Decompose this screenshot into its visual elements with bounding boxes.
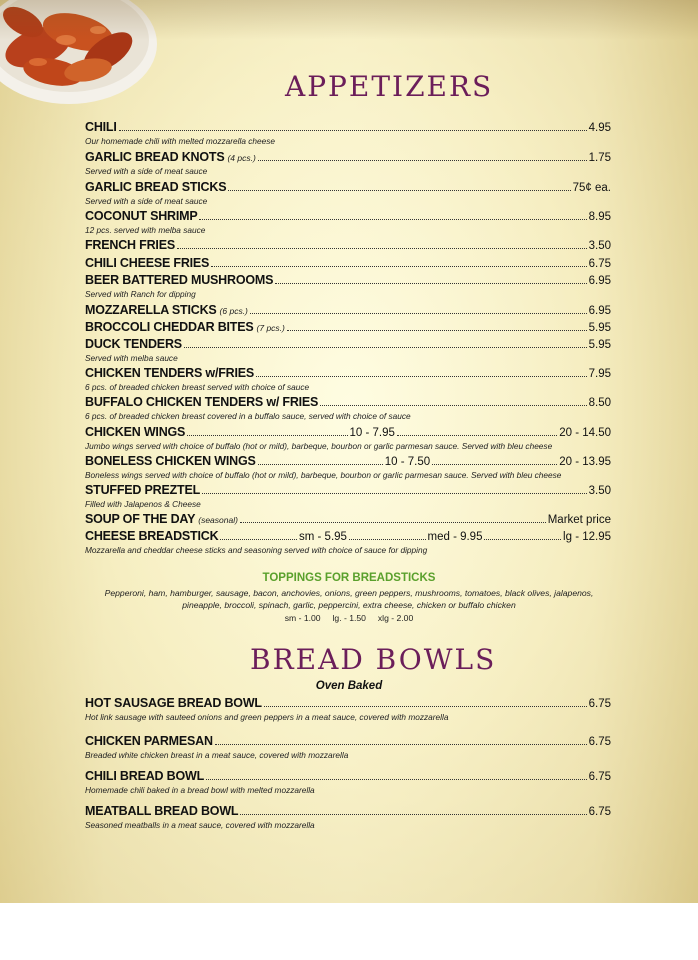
menu-item-description: Our homemade chili with melted mozzarella cheese <box>85 136 275 146</box>
menu-item-line <box>85 734 611 749</box>
dot-leader <box>258 464 383 465</box>
menu-item-name: BONELESS CHICKEN WINGS <box>85 454 256 468</box>
menu-item-description: Filled with Jalapenos & Cheese <box>85 499 201 509</box>
dot-leader <box>119 130 587 131</box>
menu-item <box>85 120 611 146</box>
menu-item <box>85 150 611 176</box>
menu-item-line <box>85 366 611 381</box>
menu-item <box>85 238 611 253</box>
dot-leader <box>211 266 586 267</box>
menu-item-description: Served with a side of meat sauce <box>85 196 208 206</box>
menu-item <box>85 512 611 527</box>
menu-item-line <box>85 150 611 165</box>
dot-leader <box>349 539 426 540</box>
dot-leader <box>206 779 587 780</box>
dot-leader <box>240 814 586 815</box>
dot-leader <box>397 435 557 436</box>
menu-item-name: HOT SAUSAGE BREAD BOWL <box>85 696 262 710</box>
menu-item-price: 3.50 <box>588 485 611 497</box>
menu-item-price: 6.75 <box>588 771 611 783</box>
dot-leader <box>240 522 546 523</box>
menu-item-price: 6.75 <box>588 806 611 818</box>
menu-item-name: CHILI CHEESE FRIES <box>85 256 210 270</box>
toppings-prices: sm - 1.00 lg. - 1.50 xlg - 2.00 <box>284 613 414 623</box>
menu-item-line <box>85 696 611 711</box>
menu-item-line <box>85 273 611 288</box>
menu-item-price: 6.95 <box>588 305 611 317</box>
buffalo-wings-photo <box>0 0 160 112</box>
menu-item-name: STUFFED PREZTEL <box>85 483 201 497</box>
dot-leader <box>250 313 587 314</box>
menu-item <box>85 483 611 509</box>
dot-leader <box>264 706 587 707</box>
menu-item-description: Hot link sausage with sauteed onions and green peppers in a meat sauce, covered with mozzarella <box>85 712 449 722</box>
toppings-list-line2: pineapple, broccoli, spinach, garlic, peppercini, extra cheese, chicken or buffalo chicken <box>182 600 516 610</box>
menu-item-description: Homemade chili baked in a bread bowl with melted mozzarella <box>85 785 315 795</box>
menu-item-name: MEATBALL BREAD BOWL <box>85 804 239 818</box>
menu-item-line <box>85 209 611 224</box>
menu-item-description: Served with melba sauce <box>85 353 178 363</box>
bread-bowls-heading: BREAD BOWLS <box>250 643 497 676</box>
dot-leader <box>220 539 297 540</box>
menu-item-price: 6.75 <box>588 736 611 748</box>
menu-item <box>85 256 611 271</box>
menu-item-line <box>85 320 611 335</box>
menu-item-description: Jumbo wings served with choice of buffalo (hot or mild), barbeque, bourbon or garlic parmesan sauce. Served with bleu cheese <box>85 441 553 451</box>
menu-item-line <box>85 454 611 469</box>
menu-item-qty: (seasonal) <box>198 515 238 525</box>
menu-item-description: Mozzarella and cheddar cheese sticks and seasoning served with choice of sauce for dipping <box>85 545 428 555</box>
menu-item-price: 7.95 <box>588 368 611 380</box>
menu-item-name: COCONUT SHRIMP <box>85 209 198 223</box>
menu-item-price: 6.75 <box>588 258 611 270</box>
menu-item-line <box>85 483 611 498</box>
menu-item <box>85 696 611 722</box>
menu-item-name: GARLIC BREAD STICKS <box>85 180 227 194</box>
menu-item-line <box>85 804 611 819</box>
dot-leader <box>215 744 587 745</box>
menu-item-name: BROCCOLI CHEDDAR BITES <box>85 320 254 334</box>
menu-item-line <box>85 120 611 135</box>
menu-item-price: 20 - 14.50 <box>559 427 612 439</box>
dot-leader <box>202 493 587 494</box>
menu-item-name: CHILI BREAD BOWL <box>85 769 205 783</box>
menu-item <box>85 320 611 335</box>
dot-leader <box>199 219 586 220</box>
menu-item-line <box>85 238 611 253</box>
menu-item-qty: (7 pcs.) <box>256 323 285 333</box>
menu-item-line <box>85 256 611 271</box>
menu-item-line <box>85 303 611 318</box>
menu-item <box>85 454 611 480</box>
appetizers-heading: APPETIZERS <box>285 70 494 103</box>
dot-leader <box>320 405 586 406</box>
menu-item-name: BUFFALO CHICKEN TENDERS w/ FRIES <box>85 395 319 409</box>
menu-item-name: CHEESE BREADSTICK <box>85 529 219 543</box>
menu-item <box>85 209 611 235</box>
menu-item-name: CHICKEN PARMESAN <box>85 734 213 748</box>
menu-item-name: FRENCH FRIES <box>85 238 175 252</box>
bread-bowls-subtitle: Oven Baked <box>315 680 383 692</box>
menu-item-price: 20 - 13.95 <box>559 456 612 468</box>
dot-leader <box>275 283 586 284</box>
menu-item-price-10: 10 - 7.95 <box>349 427 395 439</box>
menu-item-price: Market price <box>547 514 611 526</box>
menu-item-description: Served with a side of meat sauce <box>85 166 208 176</box>
menu-item-description: 6 pcs. of breaded chicken breast covered in a buffalo sauce, served with choice of sauce <box>85 411 411 421</box>
dot-leader <box>177 248 587 249</box>
menu-item-price: 5.95 <box>588 322 611 334</box>
menu-item-name: BEER BATTERED MUSHROOMS <box>85 273 274 287</box>
menu-item-name: CHICKEN WINGS <box>85 425 186 439</box>
menu-item-name: CHICKEN TENDERS w/FRIES <box>85 366 255 380</box>
menu-item-description: Seasoned meatballs in a meat sauce, covered with mozzarella <box>85 820 315 830</box>
menu-item <box>85 366 611 392</box>
menu-item <box>85 395 611 421</box>
menu-item-name: MOZZARELLA STICKS <box>85 303 217 317</box>
dot-leader <box>187 435 347 436</box>
menu-item-price: lg - 12.95 <box>563 531 611 543</box>
dot-leader <box>256 376 587 377</box>
dot-leader <box>432 464 557 465</box>
menu-item-name: SOUP OF THE DAY <box>85 512 196 526</box>
menu-item-line <box>85 425 611 440</box>
menu-item-price: 4.95 <box>588 122 611 134</box>
menu-item-price: 6.75 <box>588 698 611 710</box>
menu-item-description: Served with Ranch for dipping <box>85 289 196 299</box>
menu-item <box>85 804 611 830</box>
toppings-title: TOPPINGS FOR BREADSTICKS <box>262 572 436 584</box>
menu-item-price: 3.50 <box>588 240 611 252</box>
menu-item-qty: (6 pcs.) <box>219 306 248 316</box>
dot-leader <box>258 160 587 161</box>
dot-leader <box>184 347 587 348</box>
menu-item <box>85 337 611 363</box>
menu-item-line <box>85 180 611 195</box>
menu-item-price: 75¢ ea. <box>572 182 611 194</box>
menu-item <box>85 529 611 555</box>
menu-item <box>85 734 611 760</box>
menu-item-price-sm: sm - 5.95 <box>299 531 347 543</box>
menu-item <box>85 273 611 299</box>
dot-leader <box>287 330 587 331</box>
menu-item-name: DUCK TENDERS <box>85 337 182 351</box>
menu-item-qty: (4 pcs.) <box>227 153 256 163</box>
menu-item <box>85 303 611 318</box>
menu-item-line <box>85 337 611 352</box>
menu-item-description: 6 pcs. of breaded chicken breast served with choice of sauce <box>85 382 310 392</box>
menu-item-line <box>85 395 611 410</box>
menu-item-line <box>85 512 611 527</box>
menu-item-description: Boneless wings served with choice of buffalo (hot or mild), barbeque, bourbon or garlic parmesan sauce. Served with bleu cheese <box>85 470 562 480</box>
menu-item-price: 1.75 <box>588 152 611 164</box>
menu-item-price: 8.95 <box>588 211 611 223</box>
menu-item-description: Breaded white chicken breast in a meat sauce, covered with mozzarella <box>85 750 349 760</box>
menu-item <box>85 769 611 795</box>
menu-item-price: 5.95 <box>588 339 611 351</box>
toppings-list-line1: Pepperoni, ham, hamburger, sausage, bacon, anchovies, onions, green peppers, mushrooms, tomatoes, black olives, jalapenos, <box>104 588 594 598</box>
menu-item-name: CHILI <box>85 120 117 134</box>
menu-item-description: 12 pcs. served with melba sauce <box>85 225 206 235</box>
menu-item <box>85 180 611 206</box>
menu-item-line <box>85 529 611 544</box>
menu-item-name: GARLIC BREAD KNOTS <box>85 150 225 164</box>
menu-item-price-10: 10 - 7.50 <box>384 456 431 468</box>
dot-leader <box>484 539 561 540</box>
dot-leader <box>228 190 570 191</box>
menu-item-line <box>85 769 611 784</box>
menu-item <box>85 425 611 451</box>
menu-item-price: 6.95 <box>588 275 611 287</box>
menu-item-price-med: med - 9.95 <box>427 531 483 543</box>
menu-item-price: 8.50 <box>588 397 611 409</box>
